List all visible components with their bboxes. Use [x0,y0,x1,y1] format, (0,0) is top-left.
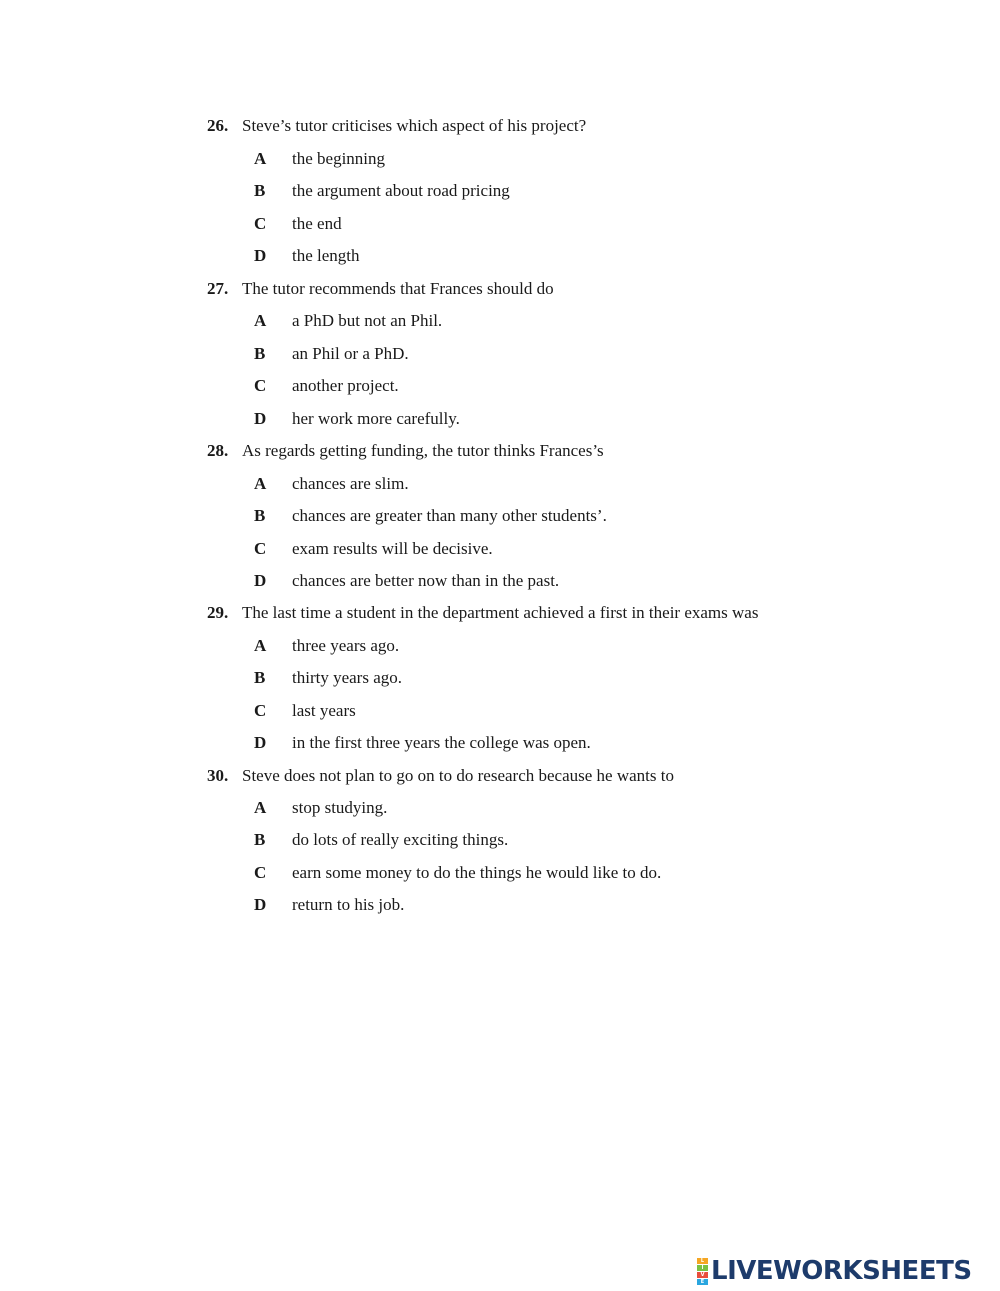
option-text: three years ago. [292,636,400,655]
option-text: chances are slim. [292,474,409,493]
option-text: earn some money to do the things he would like to do. [292,863,662,882]
logo-mark-icon [697,1258,708,1285]
option-letter: B [254,181,266,200]
question-text: Steve’s tutor criticises which aspect of his project? [242,116,587,135]
option-text: thirty years ago. [292,668,402,687]
option-letter: A [254,798,267,817]
option-text: another project. [292,376,399,395]
option-letter: B [254,344,266,363]
option-text: chances are better now than in the past. [292,571,560,590]
option-text: the beginning [292,149,386,168]
question-text: As regards getting funding, the tutor thinks Frances’s [242,441,604,460]
option-letter: A [254,149,267,168]
option-text: do lots of really exciting things. [292,830,509,849]
liveworksheets-logo [697,1256,972,1286]
option-letter: A [254,311,267,330]
question-number: 26. [207,116,229,135]
option-letter: B [254,668,266,687]
question-number: 28. [207,441,229,460]
option-text: exam results will be decisive. [292,539,493,558]
option-text: in the first three years the college was open. [292,733,591,752]
option-letter: D [254,246,267,265]
option-letter: C [254,539,267,558]
option-letter: D [254,733,267,752]
option-letter: C [254,376,267,395]
option-text: the end [292,214,342,233]
option-text: chances are greater than many other students’. [292,506,607,525]
option-text: her work more carefully. [292,409,460,428]
logo-block-l: L [697,1258,708,1264]
option-letter: D [254,409,267,428]
question-text: The tutor recommends that Frances should do [242,279,554,298]
option-text: an Phil or a PhD. [292,344,409,363]
option-letter: A [254,636,267,655]
option-text: a PhD but not an Phil. [292,311,443,330]
logo-block-v: V [697,1272,708,1278]
question-number: 29. [207,603,229,622]
logo-wordmark: LIVEWORKSHEETS [711,1256,972,1286]
option-letter: B [254,506,266,525]
option-letter: A [254,474,267,493]
question-text: Steve does not plan to go on to do research because he wants to [242,766,674,785]
option-text: stop studying. [292,798,388,817]
option-text: the argument about road pricing [292,181,510,200]
option-letter: D [254,895,267,914]
option-text: return to his job. [292,895,405,914]
option-letter: D [254,571,267,590]
option-letter: B [254,830,266,849]
option-letter: C [254,863,267,882]
option-letter: C [254,214,267,233]
question-text: The last time a student in the department achieved a first in their exams was [242,603,759,622]
question-number: 27. [207,279,229,298]
option-letter: C [254,701,267,720]
option-text: the length [292,246,360,265]
logo-block-i: I [697,1265,708,1271]
option-text: last years [292,701,356,720]
question-number: 30. [207,766,229,785]
logo-block-e: E [697,1279,708,1285]
